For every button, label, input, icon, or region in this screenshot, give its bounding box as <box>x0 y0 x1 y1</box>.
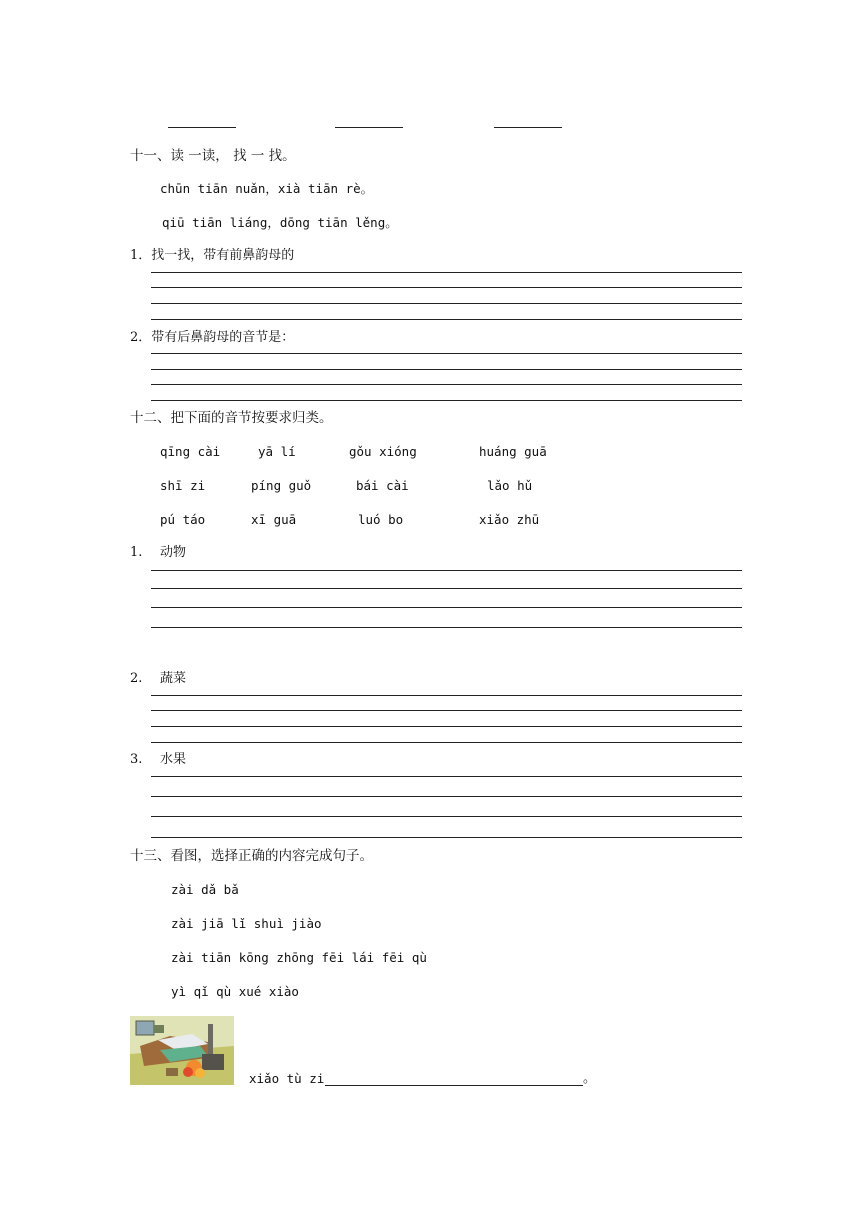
answer-line[interactable] <box>151 776 742 777</box>
answer-line[interactable] <box>151 695 742 696</box>
answer-line[interactable] <box>151 353 742 354</box>
syllable: qīng cài <box>160 444 221 459</box>
question-1-label: 1．找一找，带有前鼻韵母的 <box>130 248 295 263</box>
answer-line[interactable] <box>151 607 742 608</box>
section-11-heading: 十一、读 一读， 找 一 找。 <box>130 148 296 164</box>
answer-line[interactable] <box>151 726 742 727</box>
option-3: zài tiān kōng zhōng fēi lái fēi qù <box>171 950 427 965</box>
syllable: yā lí <box>258 444 296 459</box>
top-blank-3[interactable] <box>494 127 562 128</box>
answer-line[interactable] <box>151 570 742 571</box>
sentence-end: 。 <box>583 1071 597 1086</box>
category-1-number: 1. <box>130 545 143 560</box>
answer-line[interactable] <box>151 369 742 370</box>
pinyin-line-1: chūn tiān nuǎn，xià tiān rè。 <box>160 181 374 196</box>
syllable: luó bo <box>358 512 404 527</box>
option-1: zài dǎ bǎ <box>171 882 239 897</box>
category-2-number: 2. <box>130 671 143 686</box>
syllable: xiǎo zhū <box>479 512 540 527</box>
answer-line[interactable] <box>151 319 742 320</box>
answer-line[interactable] <box>151 710 742 711</box>
syllable: píng guǒ <box>251 478 312 493</box>
answer-line[interactable] <box>151 400 742 401</box>
section-13-heading: 十三、看图，选择正确的内容完成句子。 <box>130 848 373 864</box>
category-1-label: 动物 <box>160 545 187 560</box>
syllable: lǎo hǔ <box>487 478 533 493</box>
answer-line[interactable] <box>151 837 742 838</box>
answer-line[interactable] <box>151 742 742 743</box>
bedroom-illustration <box>130 1016 234 1085</box>
sentence-start: xiǎo tù zi <box>249 1071 325 1086</box>
answer-line[interactable] <box>151 384 742 385</box>
sentence-blank[interactable] <box>325 1085 583 1086</box>
answer-line[interactable] <box>151 272 742 273</box>
answer-line[interactable] <box>151 287 742 288</box>
category-3-label: 水果 <box>160 752 187 767</box>
category-3-number: 3. <box>130 752 143 767</box>
option-4: yì qǐ qù xué xiào <box>171 984 299 999</box>
option-2: zài jiā lǐ shuì jiào <box>171 916 322 931</box>
answer-line[interactable] <box>151 816 742 817</box>
pinyin-line-2: qiū tiān liáng，dōng tiān lěng。 <box>162 215 398 230</box>
syllable: huáng guā <box>479 444 547 459</box>
answer-line[interactable] <box>151 303 742 304</box>
syllable: gǒu xióng <box>349 444 417 459</box>
syllable: xī guā <box>251 512 297 527</box>
syllable: shī zi <box>160 478 206 493</box>
answer-line[interactable] <box>151 588 742 589</box>
syllable: bái cài <box>356 478 409 493</box>
category-2-label: 蔬菜 <box>160 671 187 686</box>
top-blank-2[interactable] <box>335 127 403 128</box>
answer-line[interactable] <box>151 796 742 797</box>
question-2-label: 2．带有后鼻韵母的音节是： <box>130 330 295 345</box>
syllable: pú táo <box>160 512 206 527</box>
top-blank-1[interactable] <box>168 127 236 128</box>
section-12-heading: 十二、把下面的音节按要求归类。 <box>130 410 333 426</box>
answer-line[interactable] <box>151 627 742 628</box>
